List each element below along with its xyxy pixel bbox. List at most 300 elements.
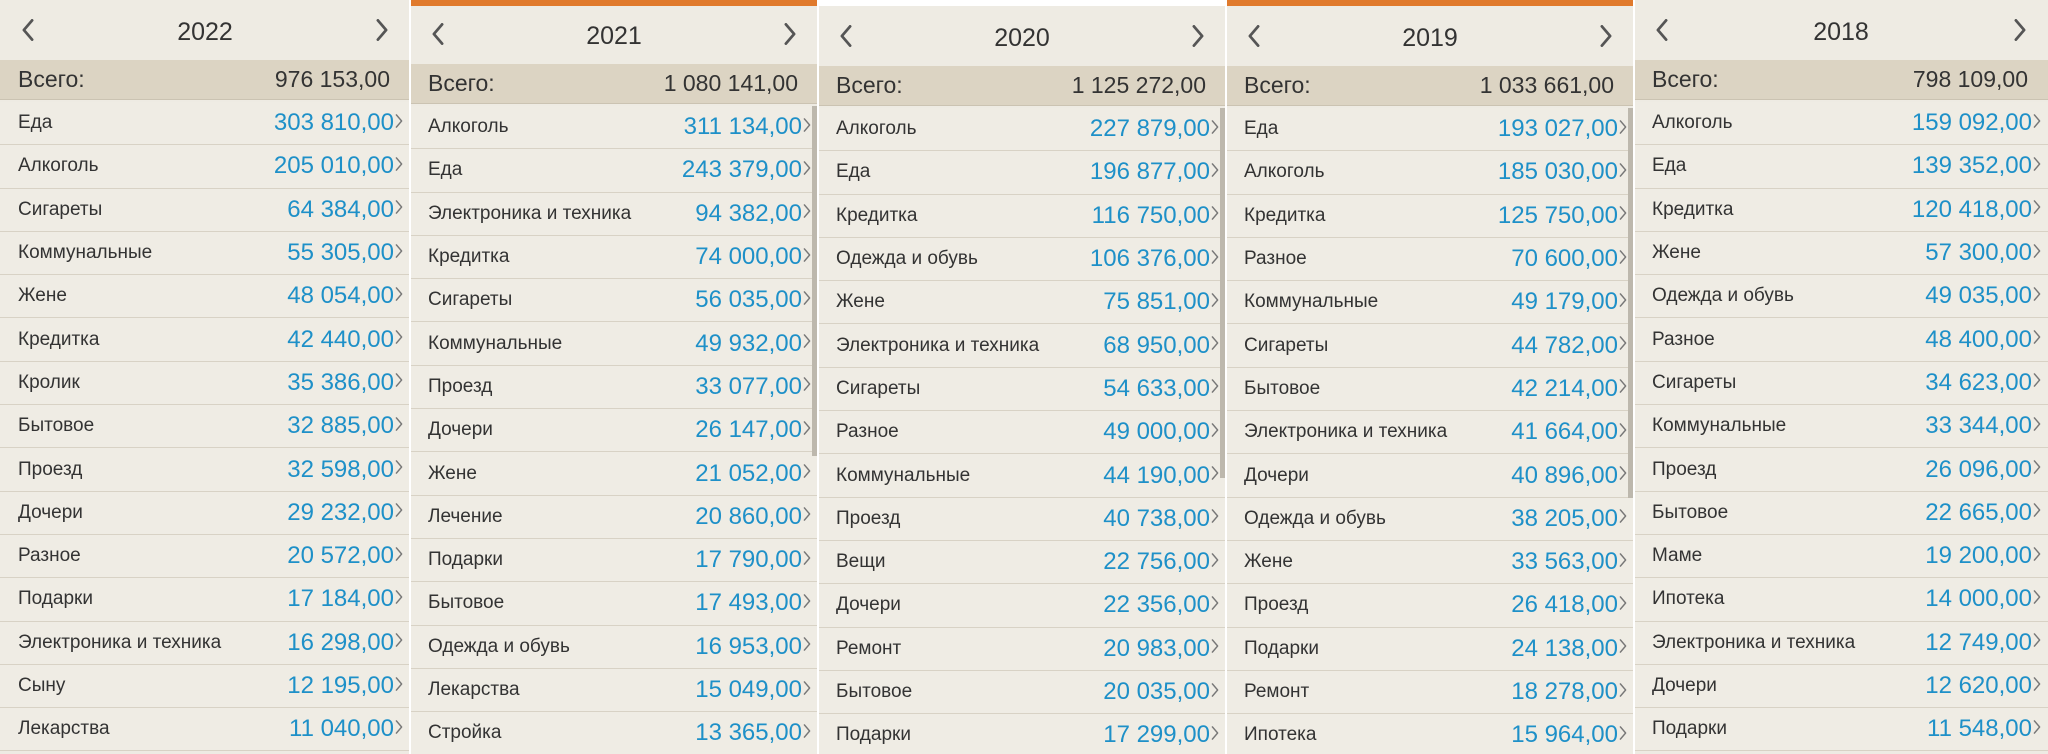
category-label: Бытовое: [1652, 501, 1729, 523]
category-amount: 38 205,00: [1511, 504, 1618, 532]
chevron-right-icon: [394, 114, 404, 133]
category-label: Бытовое: [1244, 377, 1321, 399]
category-row[interactable]: [1226, 108, 1634, 151]
chevron-right-icon: [1599, 25, 1613, 52]
category-label: Жене: [1244, 551, 1293, 573]
category-row[interactable]: [0, 232, 410, 275]
category-row[interactable]: [1634, 622, 2048, 665]
chevron-right-icon: [394, 590, 404, 609]
accent-bar: [410, 0, 818, 6]
category-amount: 55 305,00: [287, 239, 394, 267]
next-year-button[interactable]: [1178, 10, 1218, 66]
category-amount-group: [1925, 412, 2042, 440]
category-amount-group: [274, 109, 404, 137]
category-row[interactable]: [1634, 145, 2048, 188]
category-amount: 20 860,00: [695, 502, 802, 530]
category-amount-group: [1925, 456, 2042, 484]
next-year-button[interactable]: [362, 4, 402, 60]
category-amount-group: [1498, 158, 1628, 186]
category-label: Кредитка: [18, 328, 100, 350]
category-row[interactable]: [0, 708, 410, 751]
category-label: Стройка: [428, 722, 502, 744]
category-row[interactable]: [0, 102, 410, 145]
category-amount: 159 092,00: [1911, 109, 2032, 137]
category-row[interactable]: [1226, 368, 1634, 411]
total-label: Всего:: [1244, 72, 1311, 98]
category-row[interactable]: [0, 535, 410, 578]
year-title: 2018: [1813, 17, 1869, 46]
category-row[interactable]: [818, 324, 1226, 367]
category-amount-group: [287, 629, 404, 657]
category-label: Алкоголь: [1652, 112, 1733, 134]
chevron-right-icon: [802, 594, 812, 613]
category-label: Алкоголь: [428, 116, 509, 138]
category-label: Кредитка: [1244, 204, 1326, 226]
category-row[interactable]: [1226, 541, 1634, 584]
chevron-right-icon: [802, 681, 812, 700]
category-row[interactable]: [410, 236, 818, 279]
category-label: Разное: [836, 421, 899, 443]
category-row[interactable]: [1226, 628, 1634, 671]
chevron-right-icon: [394, 503, 404, 522]
category-amount: 32 598,00: [287, 455, 394, 483]
category-amount-group: [695, 546, 812, 574]
chevron-right-icon: [1210, 466, 1220, 485]
category-amount-group: [287, 282, 404, 310]
category-label: Кредитка: [836, 204, 918, 226]
total-value: 1 033 661,00: [1479, 72, 1614, 98]
category-amount-group: [695, 676, 812, 704]
total-row: [410, 64, 818, 104]
category-row[interactable]: [410, 279, 818, 322]
category-list: [1634, 102, 2048, 751]
chevron-right-icon: [1618, 726, 1628, 745]
category-label: Еда: [836, 161, 871, 183]
category-row[interactable]: [1634, 535, 2048, 578]
prev-year-button[interactable]: [1234, 10, 1274, 66]
chevron-right-icon: [1210, 726, 1220, 745]
category-amount: 75 851,00: [1103, 288, 1210, 316]
category-amount: 26 147,00: [695, 416, 802, 444]
category-row[interactable]: [410, 193, 818, 236]
category-label: Сигареты: [18, 198, 103, 220]
category-amount: 139 352,00: [1911, 152, 2032, 180]
total-label: Всего:: [1652, 66, 1719, 92]
category-row[interactable]: [1634, 102, 2048, 145]
chevron-right-icon: [394, 460, 404, 479]
total-label: Всего:: [18, 66, 85, 92]
chevron-right-icon: [1618, 120, 1628, 139]
category-row[interactable]: [1634, 492, 2048, 535]
chevron-right-icon: [2032, 114, 2042, 133]
category-label: Еда: [1244, 118, 1279, 140]
category-amount-group: [1511, 332, 1628, 360]
category-row[interactable]: [0, 622, 410, 665]
category-label: Разное: [1652, 328, 1715, 350]
category-amount: 35 386,00: [287, 368, 394, 396]
category-row[interactable]: [818, 541, 1226, 584]
year-header: [0, 4, 410, 60]
category-row[interactable]: [1634, 275, 2048, 318]
chevron-right-icon: [2032, 547, 2042, 566]
category-amount: 120 418,00: [1911, 195, 2032, 223]
chevron-right-icon: [2032, 503, 2042, 522]
category-row[interactable]: [818, 195, 1226, 238]
category-label: Еда: [18, 112, 53, 134]
chevron-right-icon: [1210, 639, 1220, 658]
category-amount: 64 384,00: [287, 195, 394, 223]
accent-bar: [1226, 0, 1634, 6]
category-label: Электроника и техника: [1244, 421, 1448, 443]
category-amount-group: [1103, 375, 1220, 403]
chevron-right-icon: [394, 720, 404, 739]
category-row[interactable]: [1634, 232, 2048, 275]
category-row[interactable]: [818, 238, 1226, 281]
next-year-button[interactable]: [2000, 4, 2040, 60]
category-amount: 193 027,00: [1497, 115, 1618, 143]
total-label: Всего:: [428, 70, 495, 96]
chevron-right-icon: [1618, 509, 1628, 528]
chevron-right-icon: [2032, 677, 2042, 696]
chevron-right-icon: [1618, 639, 1628, 658]
category-amount-group: [287, 585, 404, 613]
category-row[interactable]: [0, 318, 410, 361]
year-title: 2019: [1402, 23, 1458, 52]
category-amount: 14 000,00: [1925, 585, 2032, 613]
category-row[interactable]: [410, 669, 818, 712]
category-row[interactable]: [0, 448, 410, 491]
chevron-right-icon: [1618, 379, 1628, 398]
category-amount-group: [1511, 245, 1628, 273]
category-row[interactable]: [0, 362, 410, 405]
category-amount-group: [287, 196, 404, 224]
chevron-right-icon: [1618, 206, 1628, 225]
category-row[interactable]: [1226, 671, 1634, 714]
category-list: [1226, 108, 1634, 754]
category-amount: 40 896,00: [1511, 461, 1618, 489]
category-amount-group: [1925, 629, 2042, 657]
category-row[interactable]: [0, 665, 410, 708]
category-amount: 227 879,00: [1089, 115, 1210, 143]
category-amount-group: [1511, 721, 1628, 749]
category-row[interactable]: [410, 409, 818, 452]
category-amount: 41 664,00: [1511, 418, 1618, 446]
category-amount-group: [274, 152, 404, 180]
category-amount: 34 623,00: [1925, 368, 2032, 396]
category-amount: 15 964,00: [1511, 721, 1618, 749]
category-amount: 17 493,00: [695, 589, 802, 617]
category-label: Ипотека: [1652, 588, 1725, 610]
category-amount-group: [1103, 462, 1220, 490]
category-amount: 24 138,00: [1511, 634, 1618, 662]
chevron-right-icon: [1618, 250, 1628, 269]
category-row[interactable]: [1634, 708, 2048, 751]
category-row[interactable]: [0, 492, 410, 535]
chevron-right-icon: [1210, 293, 1220, 312]
chevron-right-icon: [802, 724, 812, 743]
category-amount-group: [695, 633, 812, 661]
year-panel-2020: [818, 0, 1226, 754]
category-label: Разное: [18, 545, 81, 567]
category-amount: 94 382,00: [695, 199, 802, 227]
category-amount-group: [695, 200, 812, 228]
prev-year-button[interactable]: [826, 10, 866, 66]
category-row[interactable]: [1226, 281, 1634, 324]
category-label: Алкоголь: [836, 118, 917, 140]
total-value: 798 109,00: [1912, 66, 2028, 92]
category-amount-group: [695, 460, 812, 488]
category-label: Дочери: [836, 594, 901, 616]
chevron-right-icon: [802, 204, 812, 223]
category-amount-group: [1925, 672, 2042, 700]
category-amount-group: [1511, 635, 1628, 663]
accent-bar: [818, 0, 1226, 6]
category-label: Сигареты: [428, 289, 513, 311]
category-amount-group: [1912, 109, 2042, 137]
category-row[interactable]: [0, 275, 410, 318]
category-row[interactable]: [818, 714, 1226, 754]
category-amount: 56 035,00: [695, 286, 802, 314]
category-amount-group: [1103, 548, 1220, 576]
category-row[interactable]: [410, 149, 818, 192]
category-row[interactable]: [1634, 665, 2048, 708]
category-row[interactable]: [410, 539, 818, 582]
category-row[interactable]: [0, 189, 410, 232]
category-label: Вещи: [836, 551, 886, 573]
category-row[interactable]: [818, 411, 1226, 454]
category-amount-group: [287, 672, 404, 700]
category-amount: 17 299,00: [1103, 721, 1210, 749]
chevron-right-icon: [802, 421, 812, 440]
prev-year-button[interactable]: [1642, 4, 1682, 60]
category-amount: 106 376,00: [1089, 245, 1210, 273]
category-row[interactable]: [818, 108, 1226, 151]
category-label: Алкоголь: [18, 155, 99, 177]
category-label: Дочери: [18, 501, 83, 523]
prev-year-button[interactable]: [418, 8, 458, 64]
category-row[interactable]: [410, 452, 818, 495]
category-amount-group: [1511, 288, 1628, 316]
chevron-right-icon: [2032, 287, 2042, 306]
category-amount-group: [682, 156, 812, 184]
category-row[interactable]: [1634, 189, 2048, 232]
category-amount-group: [695, 243, 812, 271]
category-label: Коммунальные: [428, 332, 563, 354]
year-title: 2020: [994, 23, 1050, 52]
category-amount-group: [1912, 152, 2042, 180]
category-row[interactable]: [1226, 195, 1634, 238]
category-amount-group: [1511, 548, 1628, 576]
category-label: Одежда и обувь: [1652, 285, 1794, 307]
category-row[interactable]: [1226, 584, 1634, 627]
category-row[interactable]: [1226, 714, 1634, 754]
category-amount-group: [1511, 375, 1628, 403]
chevron-left-icon: [431, 23, 445, 50]
year-header: [1226, 10, 1634, 66]
next-year-button[interactable]: [1586, 10, 1626, 66]
category-amount-group: [1103, 635, 1220, 663]
chevron-right-icon: [1210, 379, 1220, 398]
chevron-right-icon: [1210, 596, 1220, 615]
category-amount: 185 030,00: [1497, 158, 1618, 186]
category-amount-group: [1092, 202, 1220, 230]
category-amount-group: [1511, 591, 1628, 619]
category-row[interactable]: [1226, 324, 1634, 367]
category-row[interactable]: [818, 281, 1226, 324]
category-row[interactable]: [1226, 454, 1634, 497]
category-label: Подарки: [1652, 718, 1727, 740]
total-row: [0, 60, 410, 100]
chevron-right-icon: [2032, 330, 2042, 349]
category-amount: 49 932,00: [695, 329, 802, 357]
category-row[interactable]: [1634, 318, 2048, 361]
category-row[interactable]: [0, 405, 410, 448]
category-label: Сигареты: [1244, 334, 1329, 356]
category-row[interactable]: [818, 454, 1226, 497]
category-row[interactable]: [818, 151, 1226, 194]
category-amount: 196 877,00: [1089, 158, 1210, 186]
chevron-right-icon: [394, 547, 404, 566]
category-amount: 48 054,00: [287, 282, 394, 310]
next-year-button[interactable]: [770, 8, 810, 64]
category-amount: 20 035,00: [1103, 678, 1210, 705]
category-amount: 68 950,00: [1103, 331, 1210, 359]
chevron-right-icon: [394, 373, 404, 392]
category-row[interactable]: [410, 582, 818, 625]
chevron-right-icon: [783, 23, 797, 50]
category-row[interactable]: [0, 578, 410, 621]
category-amount-group: [1498, 115, 1628, 143]
category-amount: 116 750,00: [1091, 201, 1210, 229]
chevron-right-icon: [394, 244, 404, 263]
category-amount-group: [287, 542, 404, 570]
year-panel-2018: [1634, 0, 2048, 754]
total-row: [1634, 60, 2048, 100]
chevron-right-icon: [1618, 553, 1628, 572]
chevron-right-icon: [2032, 417, 2042, 436]
category-label: Электроника и техника: [18, 631, 222, 653]
chevron-right-icon: [1191, 25, 1205, 52]
chevron-right-icon: [2032, 633, 2042, 652]
category-amount: 70 600,00: [1511, 245, 1618, 273]
category-row[interactable]: [410, 496, 818, 539]
chevron-right-icon: [2032, 244, 2042, 263]
prev-year-button[interactable]: [8, 4, 48, 60]
category-amount: 22 665,00: [1925, 498, 2032, 526]
category-row[interactable]: [1226, 238, 1634, 281]
chevron-right-icon: [394, 677, 404, 696]
chevron-right-icon: [1210, 163, 1220, 182]
category-label: Жене: [836, 291, 885, 313]
category-amount: 49 179,00: [1511, 288, 1618, 316]
category-row[interactable]: [818, 584, 1226, 627]
category-row[interactable]: [410, 626, 818, 669]
category-amount: 12 195,00: [287, 672, 394, 699]
panel-divider: [409, 0, 411, 754]
category-label: Проезд: [428, 375, 493, 397]
category-amount: 21 052,00: [695, 459, 802, 487]
category-amount-group: [695, 286, 812, 314]
category-row[interactable]: [818, 498, 1226, 541]
total-row: [1226, 66, 1634, 106]
year-panel-2022: [0, 0, 410, 754]
category-list: [0, 102, 410, 751]
category-amount: 33 563,00: [1511, 548, 1618, 576]
category-label: Проезд: [1652, 458, 1717, 480]
year-title: 2022: [177, 17, 233, 46]
category-row[interactable]: [0, 145, 410, 188]
category-amount: 54 633,00: [1103, 374, 1210, 402]
category-label: Еда: [1652, 155, 1687, 177]
category-label: Жене: [1652, 242, 1701, 264]
category-label: Лекарства: [428, 679, 520, 700]
category-amount-group: [289, 715, 404, 743]
category-label: Одежда и обувь: [428, 635, 570, 657]
category-label: Жене: [18, 285, 67, 307]
category-row[interactable]: [818, 368, 1226, 411]
chevron-right-icon: [802, 118, 812, 137]
category-label: Коммунальные: [836, 464, 971, 486]
chevron-right-icon: [375, 19, 389, 46]
category-row[interactable]: [410, 322, 818, 365]
panel-divider: [1633, 0, 1635, 754]
category-amount: 311 134,00: [683, 113, 802, 141]
chevron-right-icon: [1618, 466, 1628, 485]
category-label: Ремонт: [1244, 681, 1310, 702]
category-row[interactable]: [1634, 448, 2048, 491]
chevron-right-icon: [1618, 596, 1628, 615]
category-amount: 13 365,00: [695, 719, 802, 747]
category-amount: 32 885,00: [287, 412, 394, 440]
chevron-right-icon: [802, 551, 812, 570]
chevron-right-icon: [802, 637, 812, 656]
chevron-right-icon: [394, 417, 404, 436]
category-row[interactable]: [410, 366, 818, 409]
category-row[interactable]: [1226, 411, 1634, 454]
category-amount: 42 214,00: [1511, 374, 1618, 402]
chevron-right-icon: [1618, 293, 1628, 312]
category-row[interactable]: [1634, 405, 2048, 448]
category-amount-group: [287, 239, 404, 267]
category-row[interactable]: [1226, 498, 1634, 541]
category-amount-group: [695, 503, 812, 531]
total-row: [818, 66, 1226, 106]
chevron-right-icon: [802, 507, 812, 526]
chevron-right-icon: [1210, 423, 1220, 442]
category-label: Жене: [428, 462, 477, 484]
category-amount: 20 572,00: [287, 542, 394, 570]
category-label: Лекарства: [18, 718, 110, 740]
category-row[interactable]: [1226, 151, 1634, 194]
category-amount-group: [1912, 196, 2042, 224]
category-label: Ремонт: [836, 637, 902, 659]
category-row[interactable]: [1634, 362, 2048, 405]
category-label: Кредитка: [1652, 198, 1734, 220]
category-row[interactable]: [410, 712, 818, 754]
year-title: 2021: [586, 21, 642, 50]
total-value: 1 125 272,00: [1071, 72, 1206, 98]
category-amount: 22 356,00: [1103, 591, 1210, 619]
category-row[interactable]: [1634, 578, 2048, 621]
category-amount-group: [287, 369, 404, 397]
category-amount-group: [1927, 715, 2042, 743]
category-label: Проезд: [1244, 594, 1309, 616]
category-row[interactable]: [818, 671, 1226, 714]
category-amount-group: [1103, 505, 1220, 533]
category-row[interactable]: [410, 106, 818, 149]
category-row[interactable]: [818, 628, 1226, 671]
category-list: [818, 108, 1226, 754]
